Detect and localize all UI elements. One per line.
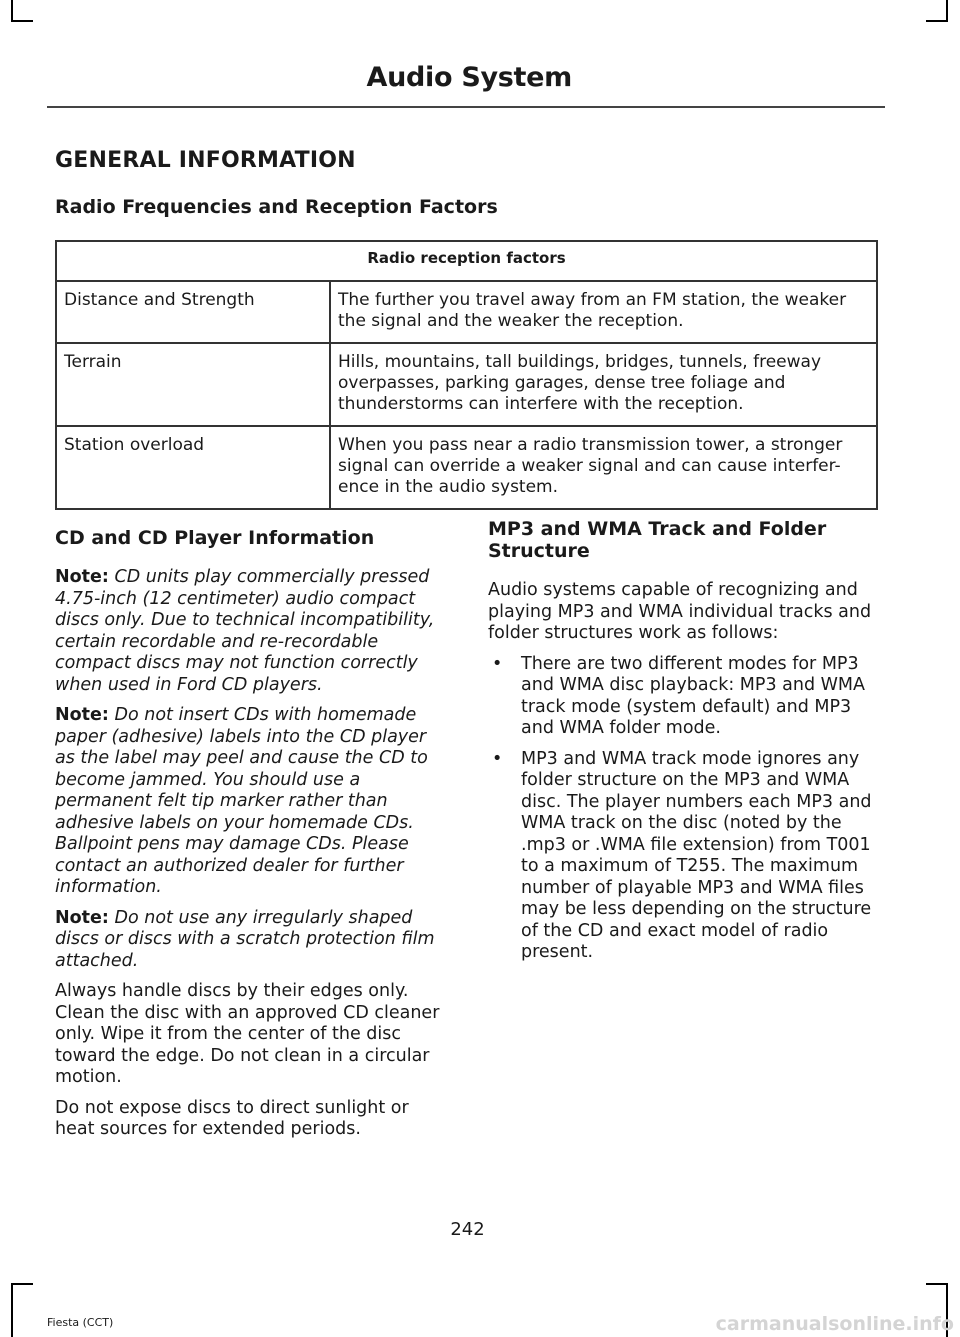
list-item-text: There are two different modes for MP3 and WMA disc playback: MP3 and WMA track mode (system default) and MP3 and WMA folder mode. (521, 653, 866, 738)
description-cell: When you pass near a radio transmission tower, a stronger signal can override a weaker signal and can cause interfer-ence in the audio system. (330, 426, 877, 509)
cd-info-heading: CD and CD Player Information (55, 527, 375, 549)
reception-factors-table (55, 240, 878, 510)
section-subtitle: Radio Frequencies and Reception Factors (55, 196, 498, 218)
body-paragraph: Do not expose discs to direct sunlight or heat sources for extended periods. (55, 1097, 409, 1139)
header-divider (47, 106, 885, 108)
crop-mark-bottom-left-v (11, 1283, 13, 1337)
note-text: CD units play commercially pressed 4.75-inch (12 centimeter) audio compact discs only. Due to technical incompatibility, certain recordable and re-recordable compact discs may not function correctly when used in Ford CD players. (55, 567, 435, 695)
note-paragraph (55, 705, 447, 899)
crop-mark-bottom-left-h (11, 1283, 33, 1285)
table-caption: Radio reception factors (56, 241, 877, 281)
note-paragraph (55, 908, 447, 973)
crop-mark-top-left-h (11, 20, 33, 22)
right-column (488, 518, 880, 973)
factor-cell: Distance and Strength (56, 281, 330, 343)
mp3-wma-heading: MP3 and WMA Track and Folder Structure (488, 518, 827, 562)
page-number: 242 (450, 1219, 485, 1240)
body-paragraph: Always handle discs by their edges only. Clean the disc with an approved CD cleaner only. Wipe it from the center of the disc toward the edge. Do not clean in a circular motion. (55, 981, 440, 1087)
description-cell: Hills, mountains, tall buildings, bridges, tunnels, freeway overpasses, parking garages, dense tree foliage and thunderstorms can interfere with the reception. (330, 343, 877, 426)
watermark: carmanualsonline.info (715, 1313, 954, 1335)
note-label: Note: (55, 567, 109, 587)
list-item (488, 654, 880, 740)
table-row (56, 426, 877, 509)
note-label: Note: (55, 907, 109, 928)
footer-model: Fiesta (CCT) (47, 1316, 114, 1329)
table-row (56, 343, 877, 426)
factor-cell: Terrain (56, 343, 330, 426)
list-item (488, 749, 880, 964)
crop-mark-top-left-v (11, 0, 13, 22)
bullet-list (488, 654, 880, 964)
note-paragraph (55, 567, 447, 696)
list-item-text: MP3 and WMA track mode ignores any folder structure on the MP3 and WMA disc. The player numbers each MP3 and WMA track on the disc (noted by the .mp3 or .WMA file extension) from T001 to a maximum of T255. The maximum number of playable MP3 and WMA files may be less depending on the structure of the CD and exact model of radio present. (521, 748, 872, 962)
factor-cell: Station overload (56, 426, 330, 509)
page-header-title: Audio System (366, 62, 572, 93)
table-header-row (56, 241, 877, 281)
bullet-icon: • (492, 653, 503, 674)
left-column (55, 527, 447, 1150)
section-title: GENERAL INFORMATION (55, 148, 356, 173)
bullet-icon: • (492, 748, 503, 769)
crop-mark-bottom-right-h (926, 1283, 948, 1285)
note-text: Do not insert CDs with homemade paper (adhesive) labels into the CD player as the label may peel and cause the CD to become jammed. You should use a permanent felt tip marker rather than adhesive labels on your homemade CDs. Ballpoint pens may damage CDs. Please contact an authorized dealer for further information. (55, 705, 428, 897)
intro-paragraph: Audio systems capable of recognizing and playing MP3 and WMA individual tracks and folder structures work as follows: (488, 580, 872, 643)
description-cell: The further you travel away from an FM station, the weaker the signal and the weaker the reception. (330, 281, 877, 343)
crop-mark-top-right-h (926, 20, 948, 22)
note-text: Do not use any irregularly shaped discs or discs with a scratch protection film attached. (55, 907, 435, 971)
table-row (56, 281, 877, 343)
crop-mark-top-right-v (946, 0, 948, 22)
note-label: Note: (55, 705, 109, 725)
